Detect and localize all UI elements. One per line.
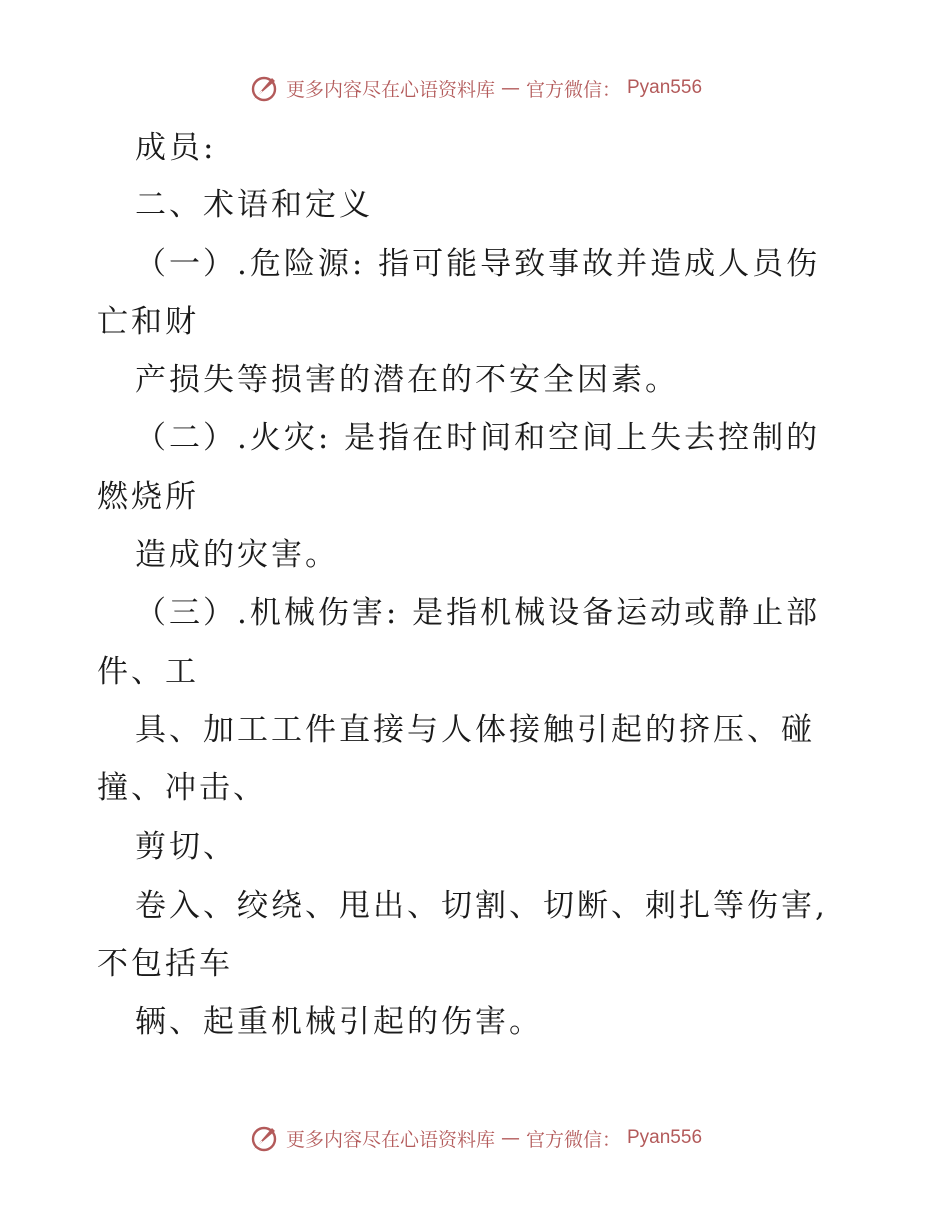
text-line: 卷入、绞绕、甩出、切割、切断、刺扎等伤害, bbox=[135, 888, 828, 924]
watermark-separator: — bbox=[500, 77, 520, 99]
header-watermark bbox=[0, 72, 950, 104]
quill-logo-icon bbox=[248, 72, 280, 104]
footer-watermark bbox=[0, 1122, 950, 1154]
watermark-account: Pyan556 bbox=[627, 1127, 703, 1148]
text-line: （一）.危险源: 指可能导致事故并造成人员伤 bbox=[135, 246, 821, 282]
text-line: 件、工 bbox=[97, 654, 199, 690]
text-line: （三）.机械伤害: 是指机械设备运动或静止部 bbox=[135, 595, 821, 631]
text-line: 不包括车 bbox=[97, 946, 233, 982]
text-line: 二、术语和定义 bbox=[135, 187, 373, 223]
text-line: 燃烧所 bbox=[97, 479, 199, 515]
quill-logo-icon bbox=[248, 1122, 280, 1154]
watermark-account: Pyan556 bbox=[627, 77, 703, 98]
watermark-suffix: 官方微信： bbox=[525, 78, 621, 101]
text-line: 撞、冲击、 bbox=[97, 770, 267, 806]
text-line: 造成的灾害。 bbox=[135, 537, 339, 573]
text-line: 剪切、 bbox=[135, 829, 237, 865]
text-line: 产损失等损害的潜在的不安全因素。 bbox=[135, 362, 679, 398]
text-line: （二）.火灾: 是指在时间和空间上失去控制的 bbox=[135, 420, 821, 456]
text-line: 辆、起重机械引起的伤害。 bbox=[135, 1004, 543, 1040]
text-line: 具、加工工件直接与人体接触引起的挤压、碰 bbox=[135, 712, 815, 748]
watermark-text: 更多内容尽在心语资料库 bbox=[285, 78, 495, 101]
watermark-separator: — bbox=[500, 1127, 520, 1149]
text-line: 成员: bbox=[135, 130, 217, 166]
watermark-suffix: 官方微信： bbox=[525, 1128, 621, 1151]
text-line: 亡和财 bbox=[97, 304, 199, 340]
watermark-text: 更多内容尽在心语资料库 bbox=[285, 1128, 495, 1151]
